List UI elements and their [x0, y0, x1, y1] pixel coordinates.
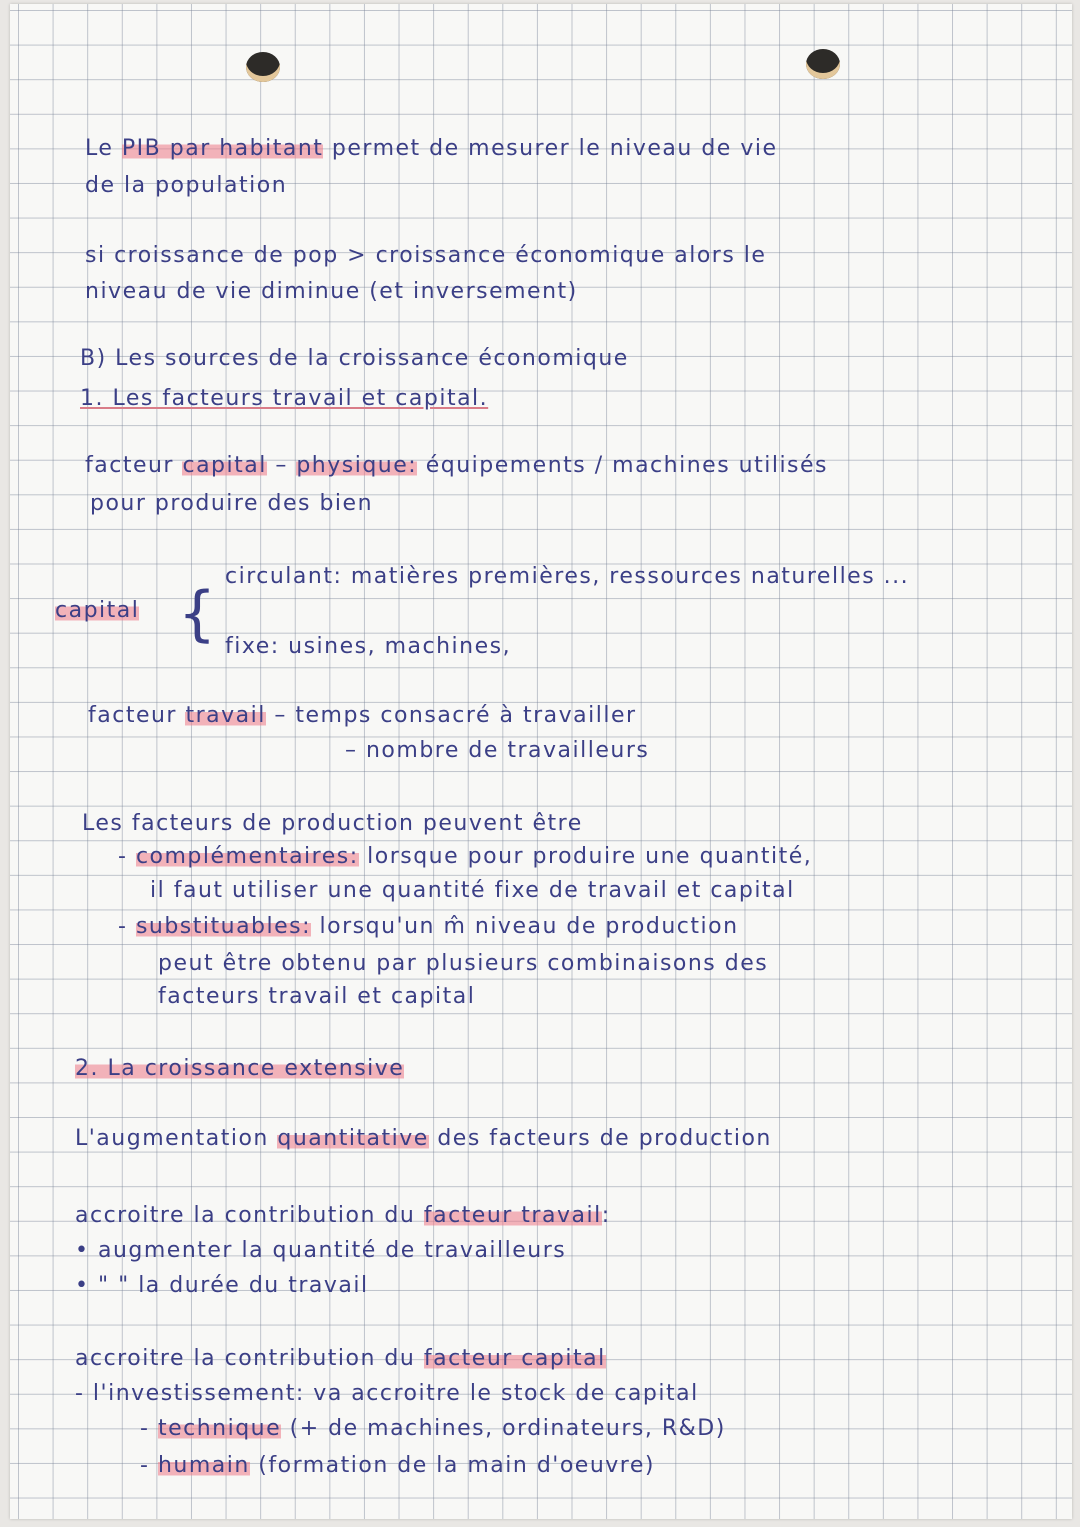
- punch-hole: [246, 52, 280, 82]
- note-text: -: [118, 844, 136, 869]
- note-text: (formation de la main d'oeuvre): [249, 1453, 655, 1478]
- note-text: – nombre de travailleurs: [345, 738, 650, 763]
- note-text: (+ de machines, ordinateurs, R&D): [281, 1416, 726, 1441]
- highlighted-text: substituables:: [135, 914, 312, 939]
- note-line: [345, 737, 649, 765]
- note-text: - l'investissement: va accroitre le stock de capital: [75, 1381, 699, 1406]
- note-text: niveau de vie diminue (et inversement): [85, 279, 578, 304]
- note-text: équipements / machines utilisés: [417, 453, 829, 478]
- highlighted-text: capital: [182, 453, 267, 478]
- highlighted-text: PIB par habitant: [121, 136, 324, 161]
- note-text: L'augmentation: [75, 1126, 278, 1151]
- note-text: facteurs travail et capital: [158, 984, 476, 1009]
- note-text: :: [601, 1203, 611, 1228]
- grid-paper-page: [10, 4, 1072, 1519]
- note-text: peut être obtenu par plusieurs combinaisons des: [158, 951, 769, 976]
- note-line: [75, 1055, 404, 1083]
- note-line: [75, 1380, 699, 1408]
- note-text: B) Les sources de la croissance économique: [80, 346, 629, 371]
- note-line: [88, 702, 637, 730]
- note-line: [75, 1237, 566, 1265]
- note-text: permet de mesurer le niveau de vie: [323, 136, 778, 161]
- note-line: [118, 913, 739, 941]
- note-text: • " " la durée du travail: [75, 1273, 369, 1298]
- note-line: [140, 1452, 655, 1480]
- note-line: [82, 810, 583, 838]
- highlighted-text: quantitative: [277, 1126, 429, 1151]
- note-line: [90, 490, 373, 518]
- note-line: [158, 950, 768, 978]
- note-line: [85, 135, 778, 163]
- note-text: fixe: usines, machines,: [225, 634, 512, 659]
- note-text: Le: [85, 136, 122, 161]
- note-text: des facteurs de production: [428, 1126, 772, 1151]
- note-line: [85, 452, 828, 480]
- note-line: [140, 1415, 726, 1443]
- highlighted-text: capital: [55, 598, 140, 623]
- note-line: [150, 877, 795, 905]
- note-line: [85, 242, 766, 270]
- underlined-heading: 1. Les facteurs travail et capital.: [80, 386, 489, 411]
- highlighted-text: facteur capital: [423, 1346, 606, 1371]
- note-line: [158, 983, 475, 1011]
- note-line: [75, 1125, 772, 1153]
- note-text: facteur: [85, 453, 183, 478]
- note-text: circulant: matières premières, ressources naturelles ...: [225, 564, 910, 589]
- note-text: • augmenter la quantité de travailleurs: [75, 1238, 567, 1263]
- note-line: [80, 385, 488, 413]
- note-line: [75, 1345, 606, 1373]
- note-line: [85, 278, 578, 306]
- highlighted-text: technique: [157, 1416, 282, 1441]
- note-text: lorsque pour produire une quantité,: [358, 844, 813, 869]
- note-line: [225, 563, 909, 591]
- note-text: Les facteurs de production peuvent être: [82, 811, 583, 836]
- highlighted-text: travail: [185, 703, 266, 728]
- note-text: lorsqu'un m̂ niveau de production: [311, 914, 739, 939]
- note-line: [225, 633, 511, 661]
- note-line: [118, 843, 812, 871]
- note-line: [55, 597, 139, 625]
- note-text: accroitre la contribution du: [75, 1346, 424, 1371]
- highlighted-text: humain: [157, 1453, 250, 1478]
- note-text: si croissance de pop > croissance économique alors le: [85, 243, 767, 268]
- note-line: [85, 172, 287, 200]
- note-line: [80, 345, 629, 373]
- note-text: accroitre la contribution du: [75, 1203, 424, 1228]
- note-line: [75, 1202, 611, 1230]
- note-text: il faut utiliser une quantité fixe de travail et capital: [150, 878, 795, 903]
- note-line: [75, 1272, 369, 1300]
- note-text: -: [118, 914, 136, 939]
- highlighted-text: physique:: [296, 453, 418, 478]
- note-text: – temps consacré à travailler: [265, 703, 637, 728]
- note-text: facteur: [88, 703, 186, 728]
- highlighted-text: facteur travail: [423, 1203, 602, 1228]
- note-text: de la population: [85, 173, 288, 198]
- note-text: -: [140, 1416, 158, 1441]
- note-text: –: [266, 453, 297, 478]
- highlighted-text: complémentaires:: [135, 844, 359, 869]
- note-text: -: [140, 1453, 158, 1478]
- capital-brace: {: [178, 579, 217, 649]
- note-text: pour produire des bien: [90, 491, 374, 516]
- punch-hole: [806, 49, 840, 79]
- highlighted-text: 2. La croissance extensive: [75, 1056, 405, 1081]
